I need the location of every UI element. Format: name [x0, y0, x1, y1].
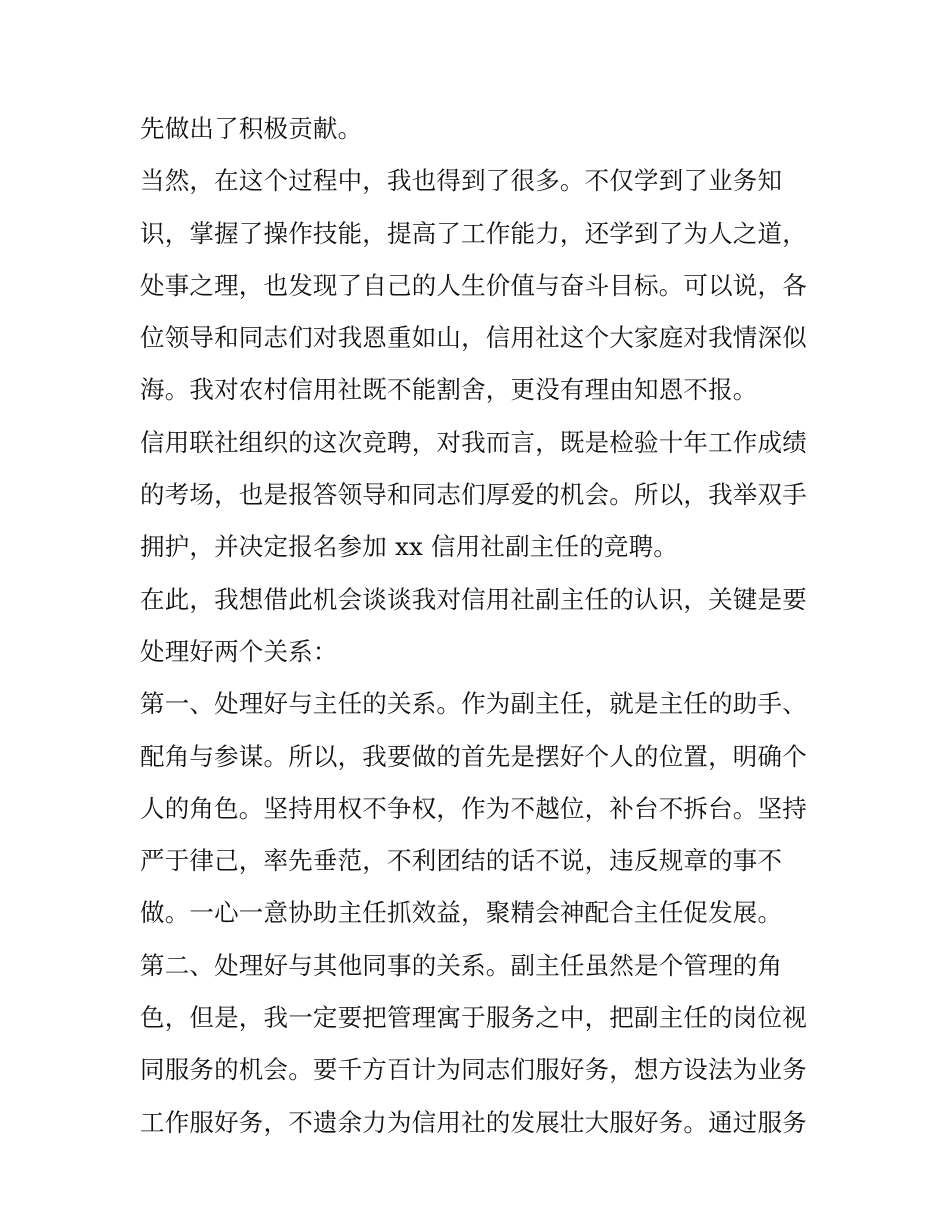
text-line: 当然，在这个过程中，我也得到了很多。不仅学到了业务知 [140, 166, 783, 196]
text-line: 做。一心一意协助主任抓效益，聚精会神配合主任促发展。 [140, 898, 783, 928]
text-line: 色，但是，我一定要把管理寓于服务之中，把副主任的岗位视 [140, 1003, 807, 1033]
text-line: 同服务的机会。要千方百计为同志们服好务，想方设法为业务 [140, 1055, 807, 1085]
text-line: 在此，我想借此机会谈谈我对信用社副主任的认识，关键是要 [140, 584, 807, 614]
text-line: 处理好两个关系： [140, 636, 338, 666]
text-line: 信用联社组织的这次竞聘，对我而言，既是检验十年工作成绩 [140, 427, 807, 457]
text-line: 第一、处理好与主任的关系。作为副主任，就是主任的助手、 [140, 689, 807, 719]
text-line: 的考场，也是报答领导和同志们厚爱的机会。所以，我举双手 [140, 480, 807, 510]
text-line: 工作服好务，不遗余力为信用社的发展壮大服好务。通过服务 [140, 1107, 807, 1137]
text-line: 先做出了积极贡献。 [140, 114, 363, 143]
text-line: 严于律己，率先垂范，不利团结的话不说，违反规章的事不 [140, 846, 783, 876]
text-line: 配角与参谋。所以，我要做的首先是摆好个人的位置，明确个 [140, 741, 807, 771]
text-line: 位领导和同志们对我恩重如山，信用社这个大家庭对我情深似 [140, 323, 807, 353]
text-line: 海。我对农村信用社既不能割舍，更没有理由知恩不报。 [140, 375, 758, 405]
text-line: 识，掌握了操作技能，提高了工作能力，还学到了为人之道， [140, 218, 807, 248]
text-line: 人的角色。坚持用权不争权，作为不越位，补台不拆台。坚持 [140, 793, 807, 823]
text-line: 第二、处理好与其他同事的关系。副主任虽然是个管理的角 [140, 950, 783, 980]
text-line: 处事之理，也发现了自己的人生价值与奋斗目标。可以说，各 [140, 270, 807, 300]
body-text [140, 103, 820, 1149]
text-line: 拥护，并决定报名参加 xx 信用社副主任的竞聘。 [140, 532, 679, 562]
